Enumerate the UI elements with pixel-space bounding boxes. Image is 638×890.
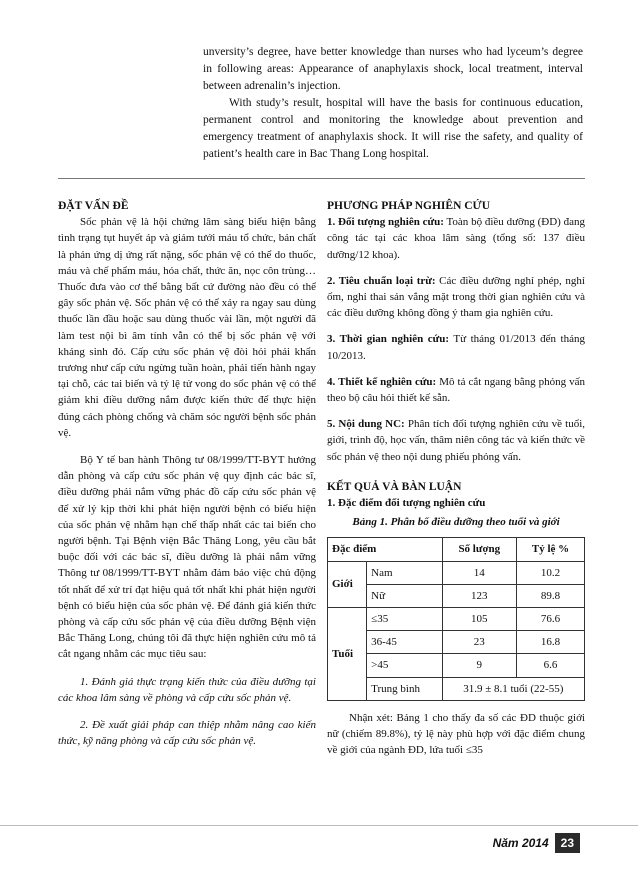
- table-header-row: [328, 538, 585, 561]
- table-cell: 123: [442, 584, 516, 607]
- method-item: [327, 416, 585, 465]
- table-cell: ≤35: [367, 608, 442, 631]
- table-header: Tỷ lệ %: [517, 538, 585, 561]
- section-heading-introduction: ĐẶT VẤN ĐỀ: [58, 200, 129, 212]
- right-column: [327, 198, 585, 758]
- table-cell: 14: [442, 561, 516, 584]
- table-cell: 31.9 ± 8.1 tuổi (22-55): [442, 677, 584, 700]
- table-header: Đặc điểm: [328, 538, 443, 561]
- table-cell: >45: [367, 654, 442, 677]
- objective-1: 1. Đánh giá thực trạng kiến thức của điều dưỡng tại các khoa lâm sàng về phòng và cấp cứu sốc phản vệ.: [58, 675, 316, 704]
- table-row: [328, 677, 585, 700]
- section-divider: [58, 178, 585, 179]
- method-item-label: 1. Đối tượng nghiên cứu:: [327, 216, 444, 229]
- page-footer: [493, 832, 580, 854]
- table-row: [328, 584, 585, 607]
- left-column: [58, 198, 316, 750]
- method-item-label: 2. Tiêu chuẩn loại trừ:: [327, 274, 436, 287]
- method-item-text: Phân tích đối tượng nghiên cứu về tuổi, giới, trình độ, học vấn, thâm niên công tác và kiến thức về sốc phản vệ theo nội dung phiếu phỏng vấn.: [327, 418, 585, 463]
- objective-2: 2. Đề xuất giải pháp can thiệp nhằm nâng cao kiến thức, kỹ năng phòng và cấp cứu sốc phản vệ.: [58, 719, 316, 748]
- table-cell: Nam: [367, 561, 442, 584]
- table-cell: 36-45: [367, 631, 442, 654]
- method-item-text: Toàn bộ điều dưỡng (ĐD) đang công tác tại các khoa lâm sàng (tổng số: 137 điều dưỡng/12 khoa).: [327, 216, 585, 261]
- intro-paragraph-2: Bộ Y tế ban hành Thông tư 08/1999/TT-BYT hướng dẫn phòng và cấp cứu sốc phản vệ quy định các bác sĩ, điều dưỡng phải nắm vững phác đồ cấp cứu sốc phản vệ để xử lý kịp thời khi phát hiện người bệnh có biểu hiện của sốc phản vệ nhằm hạn chế thấp nhất các tai biến cho người bệnh. Tại Bệnh viện Bắc Thăng Long, yêu cầu bắt buộc đối với các bác sĩ, điều dưỡng là phải nắm vững Thông tư 08/1999/TT-BYT nhằm đảm bảo việc chủ động tốt nhất để xử trí đạt hiệu quả tốt nhất khi phát hiện người bệnh có biểu hiện của sốc phản vệ. Để đánh giá kiến thức phòng và cấp cứu sốc phản vệ của điều dưỡng Bệnh viện Bắc Thăng Long, chúng tôi đã thực hiện nghiên cứu mô tả cắt ngang nhằm các mục tiêu sau:: [58, 454, 316, 661]
- table-cell: 23: [442, 631, 516, 654]
- abstract-paragraph-2: With study’s result, hospital will have the basis for continuous education, permanent control and monitoring the knowledge about prevention and emergency treatment of anaphylaxis shock. It will rise the safety, and quality of patient’s health care in Bac Thang Long hospital.: [203, 97, 583, 160]
- footer-divider: [0, 825, 638, 826]
- table-header: Số lượng: [442, 538, 516, 561]
- method-item: [327, 214, 585, 263]
- table-group-label: Tuổi: [328, 608, 367, 701]
- method-item-text: Từ tháng 01/2013 đến tháng 10/2013.: [327, 333, 585, 362]
- table-row: [328, 631, 585, 654]
- table-cell: 89.8: [517, 584, 585, 607]
- english-abstract: [203, 44, 583, 163]
- table-row: [328, 608, 585, 631]
- page-number: 23: [555, 833, 580, 853]
- method-item-text: Mô tả cắt ngang bằng phỏng vấn theo bộ câu hỏi thiết kế sẵn.: [327, 375, 585, 405]
- method-item: [327, 273, 585, 322]
- method-item-label: 4. Thiết kế nghiên cứu:: [327, 375, 437, 388]
- section-heading-results: KẾT QUẢ VÀ BÀN LUẬN: [327, 480, 462, 493]
- method-item: [327, 374, 585, 406]
- table-cell: 9: [442, 654, 516, 677]
- method-item-label: 3. Thời gian nghiên cứu:: [327, 333, 450, 346]
- table-cell: 10.2: [517, 561, 585, 584]
- table-cell: 76.6: [517, 608, 585, 631]
- method-item: [327, 331, 585, 363]
- table-row: [328, 654, 585, 677]
- table-caption: Bảng 1. Phân bố điều dưỡng theo tuổi và giới: [352, 516, 560, 529]
- table-cell: Trung bình: [367, 677, 442, 700]
- table-cell: Nữ: [367, 584, 442, 607]
- table-cell: 16.8: [517, 631, 585, 654]
- abstract-paragraph-1: unversity’s degree, have better knowledge than nurses who had lyceum’s degree in following areas: Appearance of anaphylaxis shock, local treatment, interval between adrenalin’s injection.: [203, 46, 583, 92]
- table-row: [328, 561, 585, 584]
- section-heading-methods: PHƯƠNG PHÁP NGHIÊN CỨU: [327, 200, 491, 212]
- intro-paragraph-1: Sốc phản vệ là hội chứng lâm sàng biểu hiện bằng tình trạng tụt huyết áp và giảm tưới máu tổ chức, bản chất là phản ứng dị ứng rất nặng, sốc phản vệ có thể do thuốc, máu và chế phẩm máu, hóa chất, thức ăn, nọc côn trùng… Thuốc đưa vào cơ thể bằng bất cứ đường nào đều có thể gây sốc phản vệ. Sốc phản vệ có thể xảy ra ngay sau dùng thuốc lần đầu hoặc sau dùng thuốc vài lần, một người đã làm test nội bì âm tính vẫn có thể bị sốc phản vệ với kháng sinh đó. Cấp cứu sốc phản vệ đòi hỏi phải khẩn trương như cấp cứu ngừng tuần hoàn, phải tiến hành ngay tại chỗ, các tai biến và tỷ lệ tử vong do sốc phản vệ có thể giảm khi điều dưỡng nắm được kiến thức để thực hiện đúng cách phòng chống và chăm sóc người bệnh sốc phản vệ.: [58, 216, 316, 439]
- table-cell: 105: [442, 608, 516, 631]
- results-comment: Nhận xét: Bảng 1 cho thấy đa số các ĐD thuộc giới nữ (chiếm 89.8%), tỷ lệ này phù hợp với đặc điểm chung về giới của ngành ĐD, lứa tuổi ≤35: [327, 711, 585, 757]
- table-group-label: Giới: [328, 561, 367, 607]
- subsection-heading: 1. Đặc điểm đối tượng nghiên cứu: [327, 497, 486, 510]
- table-cell: 6.6: [517, 654, 585, 677]
- method-item-label: 5. Nội dung NC:: [327, 418, 405, 431]
- footer-year: Năm 2014: [492, 836, 549, 850]
- method-item-text: Các điều dưỡng nghỉ phép, nghỉ ốm, nghỉ thai sản vắng mặt trong thời gian nghiên cứu và các điều dưỡng không đồng ý tham gia nghiên cứu.: [327, 274, 585, 320]
- table-age-gender: [327, 537, 585, 700]
